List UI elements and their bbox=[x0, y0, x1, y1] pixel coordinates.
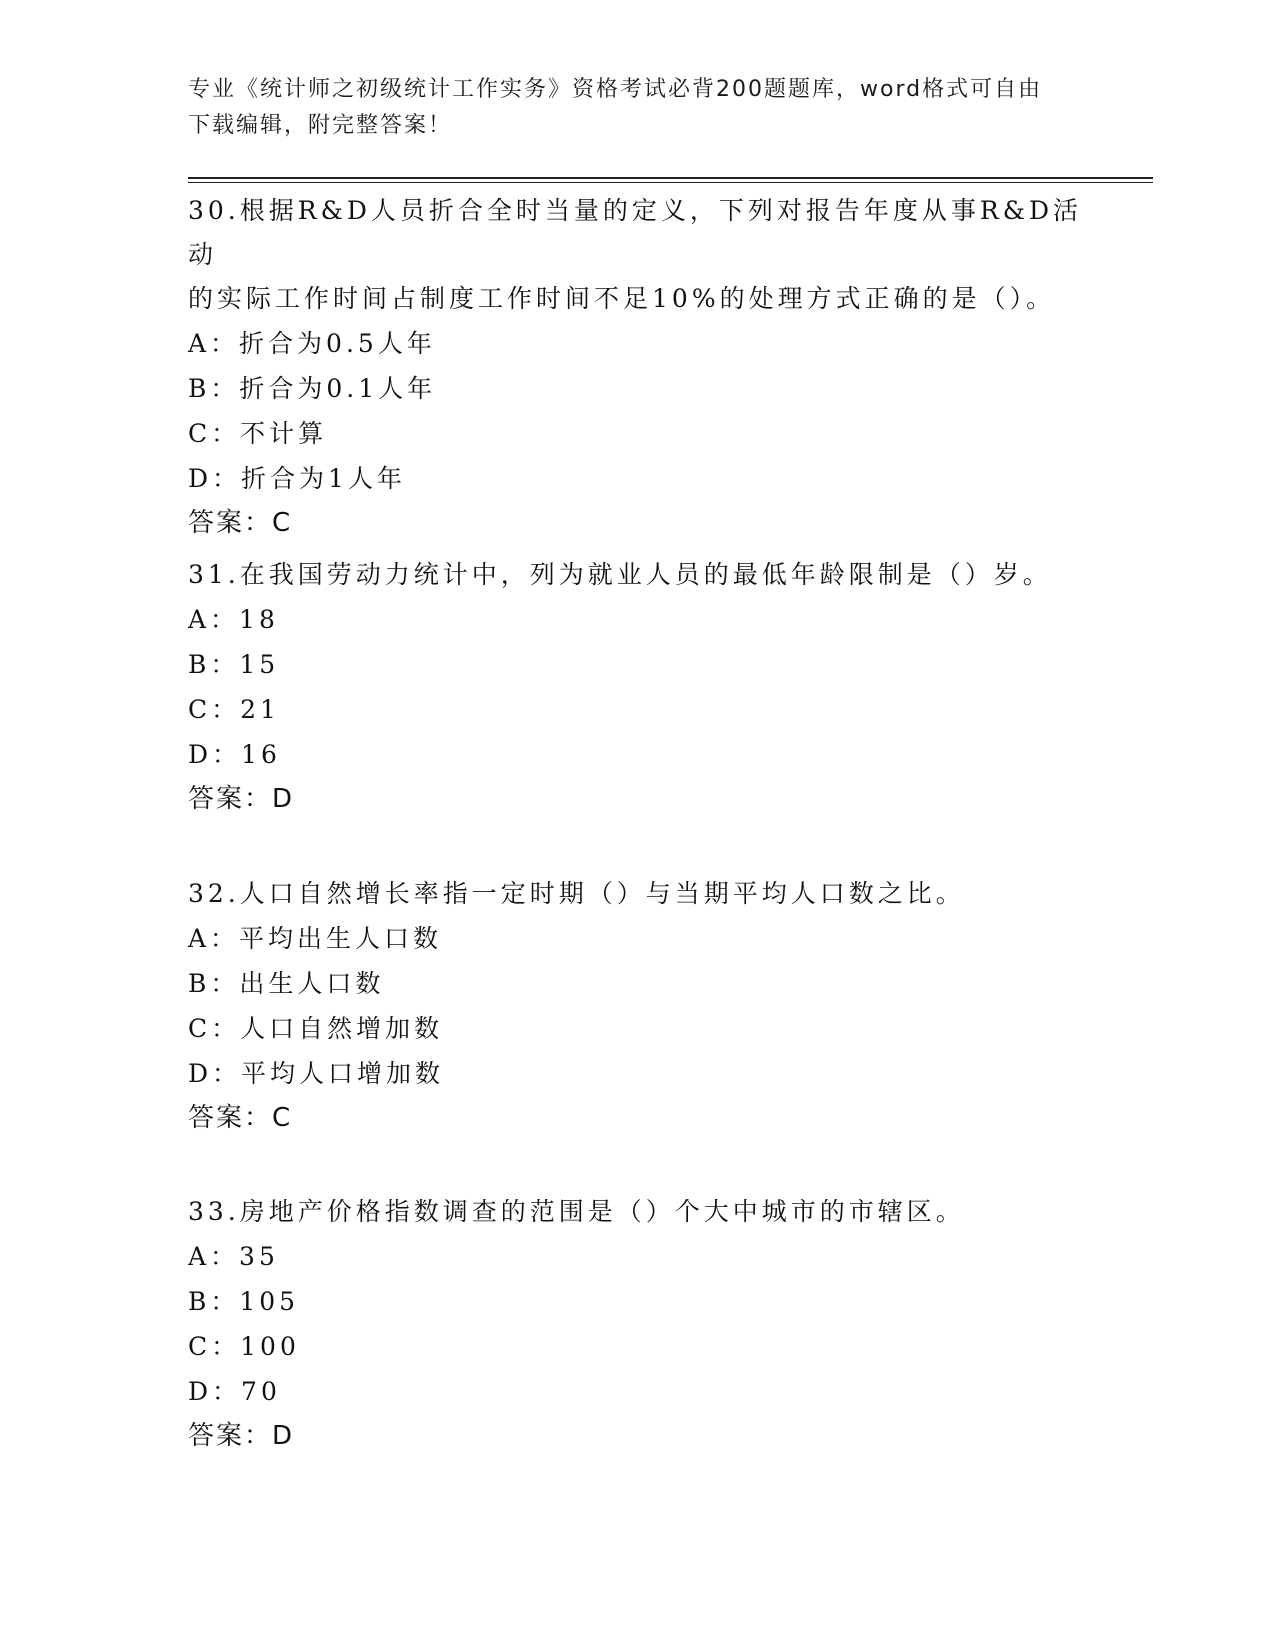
option-a: A：35 bbox=[188, 1242, 279, 1271]
question-stem: 31.在我国劳动力统计中，列为就业人员的最低年龄限制是（）岁。 bbox=[188, 560, 1052, 589]
option-a: A：折合为0.5人年 bbox=[188, 329, 436, 358]
question-31 bbox=[188, 553, 1088, 822]
question-stem-continued: 的实际工作时间占制度工作时间不足10%的处理方式正确的是（）。 bbox=[188, 284, 1056, 313]
option-c: C：100 bbox=[188, 1332, 300, 1361]
option-a: A：18 bbox=[188, 605, 279, 634]
question-30 bbox=[188, 189, 1088, 546]
question-33 bbox=[188, 1190, 1088, 1459]
option-b: B：15 bbox=[188, 650, 280, 679]
question-stem: 30.根据R&D人员折合全时当量的定义，下列对报告年度从事R&D活动 bbox=[188, 196, 1083, 269]
header-line-2: 下载编辑，附完整答案！ bbox=[188, 113, 453, 138]
option-c: C：人口自然增加数 bbox=[188, 1014, 444, 1043]
option-c: C：21 bbox=[188, 695, 280, 724]
answer: 答案：C bbox=[188, 1103, 293, 1133]
option-b: B：折合为0.1人年 bbox=[188, 374, 437, 403]
option-d: D：16 bbox=[188, 740, 281, 769]
option-d: D：平均人口增加数 bbox=[188, 1059, 445, 1088]
question-stem: 32.人口自然增长率指一定时期（）与当期平均人口数之比。 bbox=[188, 879, 965, 908]
document-header bbox=[188, 72, 1068, 144]
question-32 bbox=[188, 872, 1088, 1141]
option-b: B：出生人口数 bbox=[188, 969, 385, 998]
header-line-1: 专业《统计师之初级统计工作实务》资格考试必背200题题库，word格式可自由 bbox=[188, 77, 1043, 102]
option-b: B：105 bbox=[188, 1287, 300, 1316]
header-divider-thick bbox=[188, 177, 1153, 179]
answer: 答案：D bbox=[188, 1421, 295, 1451]
answer: 答案：D bbox=[188, 784, 295, 814]
option-c: C：不计算 bbox=[188, 419, 328, 448]
answer: 答案：C bbox=[188, 508, 293, 538]
header-divider-thin bbox=[188, 182, 1153, 183]
option-d: D：折合为1人年 bbox=[188, 464, 406, 493]
option-d: D：70 bbox=[188, 1377, 281, 1406]
option-a: A：平均出生人口数 bbox=[188, 924, 443, 953]
question-stem: 33.房地产价格指数调查的范围是（）个大中城市的市辖区。 bbox=[188, 1197, 965, 1226]
